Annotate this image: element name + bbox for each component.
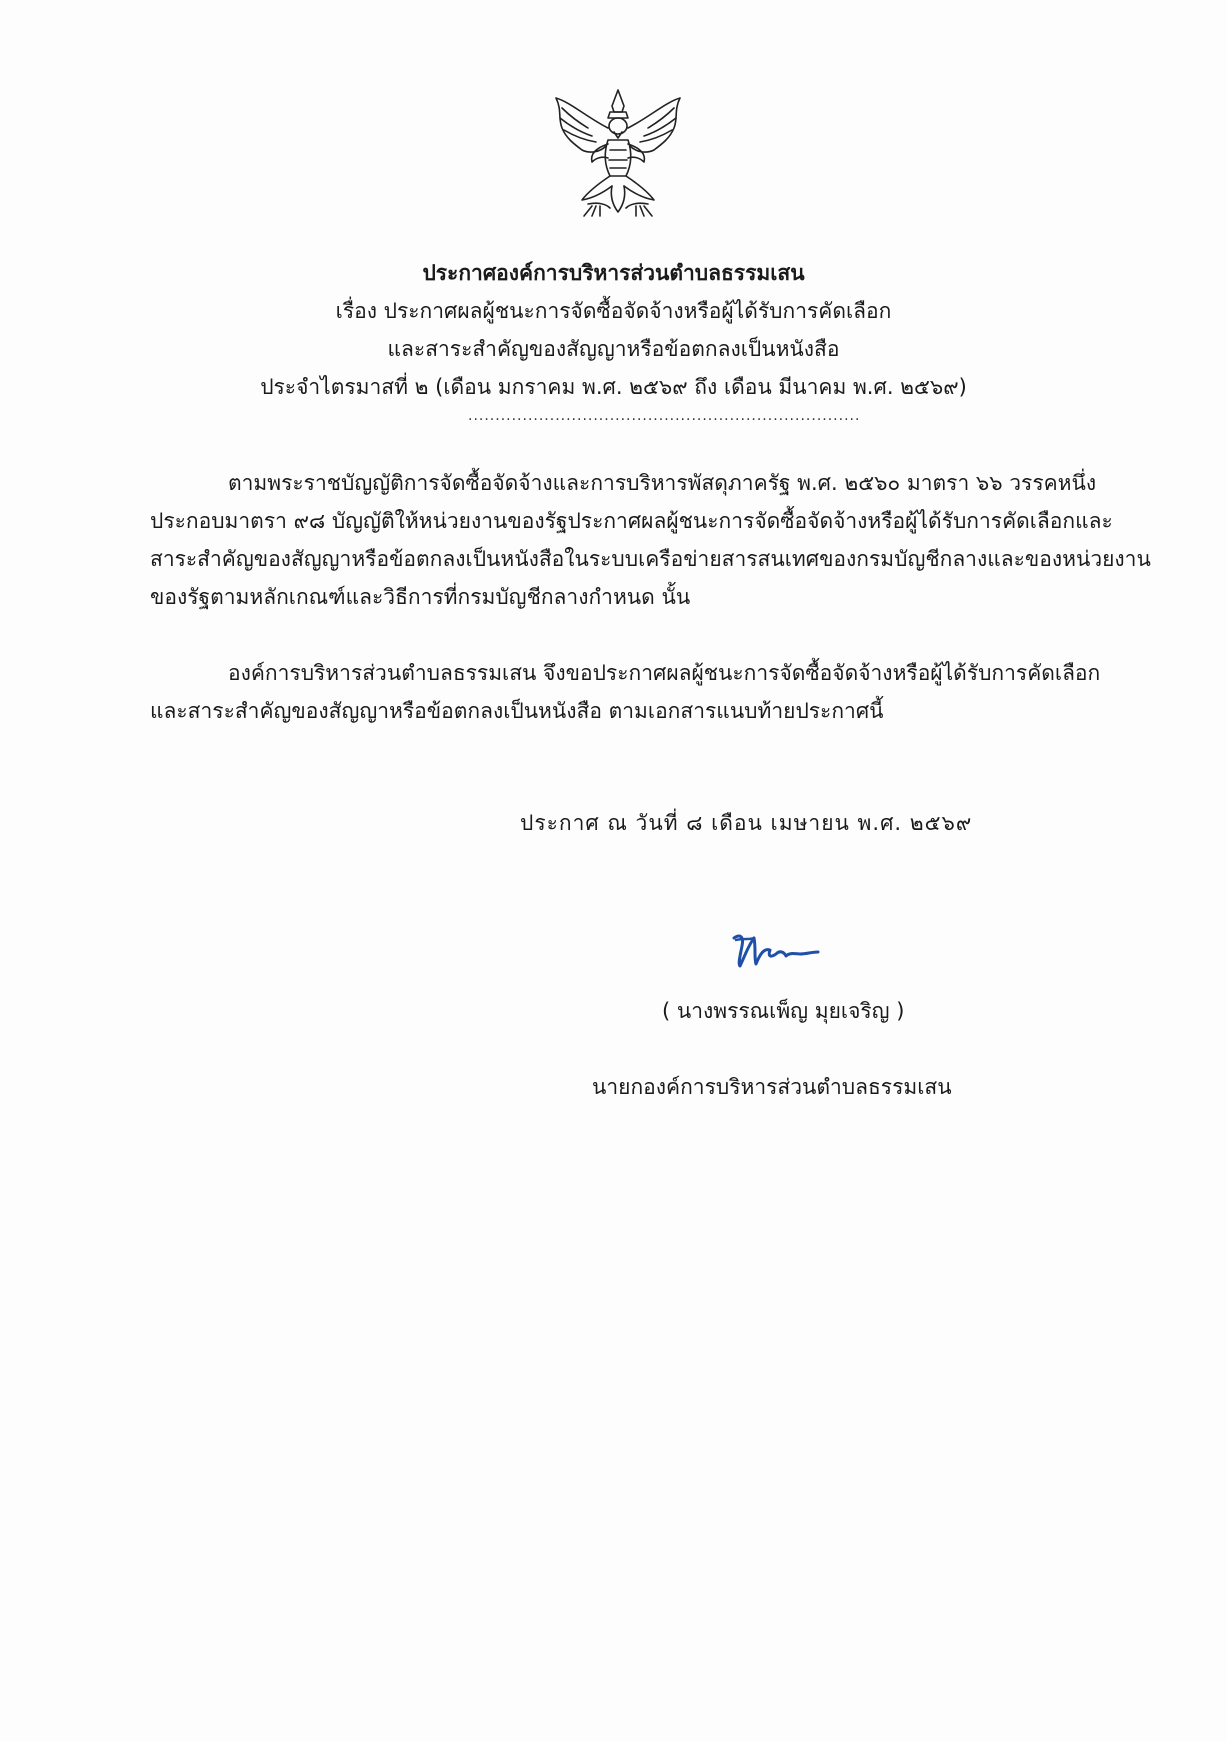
signer-title: นายกองค์การบริหารส่วนตำบลธรรมเสน bbox=[592, 1075, 952, 1099]
signer-name: ( นางพรรณเพ็ญ มุยเจริญ ) bbox=[662, 999, 905, 1023]
subject-line-2: และสาระสำคัญของสัญญาหรือข้อตกลงเป็นหนังสือ bbox=[387, 337, 840, 361]
announcement-title: ประกาศองค์การบริหารส่วนตำบลธรรมเสน bbox=[422, 261, 805, 285]
paragraph-1-line-1: ตามพระราชบัญญัติการจัดซื้อจัดจ้างและการบริหารพัสดุภาครัฐ พ.ศ. ๒๕๖๐ มาตรา ๖๖ วรรคหนึ่ง bbox=[228, 471, 1097, 495]
announcement-date: ประกาศ ณ วันที่ ๘ เดือน เมษายน พ.ศ. ๒๕๖๙ bbox=[520, 811, 973, 835]
paragraph-1-line-3: สาระสำคัญของสัญญาหรือข้อตกลงเป็นหนังสือในระบบเครือข่ายสารสนเทศของกรมบัญชีกลางและของหน่วยงาน bbox=[150, 547, 1151, 571]
paragraph-1-line-4: ของรัฐตามหลักเกณฑ์และวิธีการที่กรมบัญชีกลางกำหนด นั้น bbox=[150, 585, 691, 609]
dotted-divider: ........................................................................ bbox=[468, 408, 861, 424]
handwritten-signature bbox=[730, 928, 820, 972]
paragraph-2-line-2: และสาระสำคัญของสัญญาหรือข้อตกลงเป็นหนังสือ ตามเอกสารแนบท้ายประกาศนี้ bbox=[150, 699, 884, 723]
paragraph-2-line-1: องค์การบริหารส่วนตำบลธรรมเสน จึงขอประกาศผลผู้ชนะการจัดซื้อจัดจ้างหรือผู้ได้รับการคัดเลือก bbox=[228, 661, 1101, 685]
garuda-emblem-icon bbox=[548, 88, 688, 220]
paragraph-1-line-2: ประกอบมาตรา ๙๘ บัญญัติให้หน่วยงานของรัฐประกาศผลผู้ชนะการจัดซื้อจัดจ้างหรือผู้ได้รับการคัดเลือกและ bbox=[150, 509, 1113, 533]
reporting-period: ประจำไตรมาสที่ ๒ (เดือน มกราคม พ.ศ. ๒๕๖๙ ถึง เดือน มีนาคม พ.ศ. ๒๕๖๙) bbox=[260, 375, 967, 399]
subject-line-1: เรื่อง ประกาศผลผู้ชนะการจัดซื้อจัดจ้างหรือผู้ได้รับการคัดเลือก bbox=[335, 299, 892, 323]
